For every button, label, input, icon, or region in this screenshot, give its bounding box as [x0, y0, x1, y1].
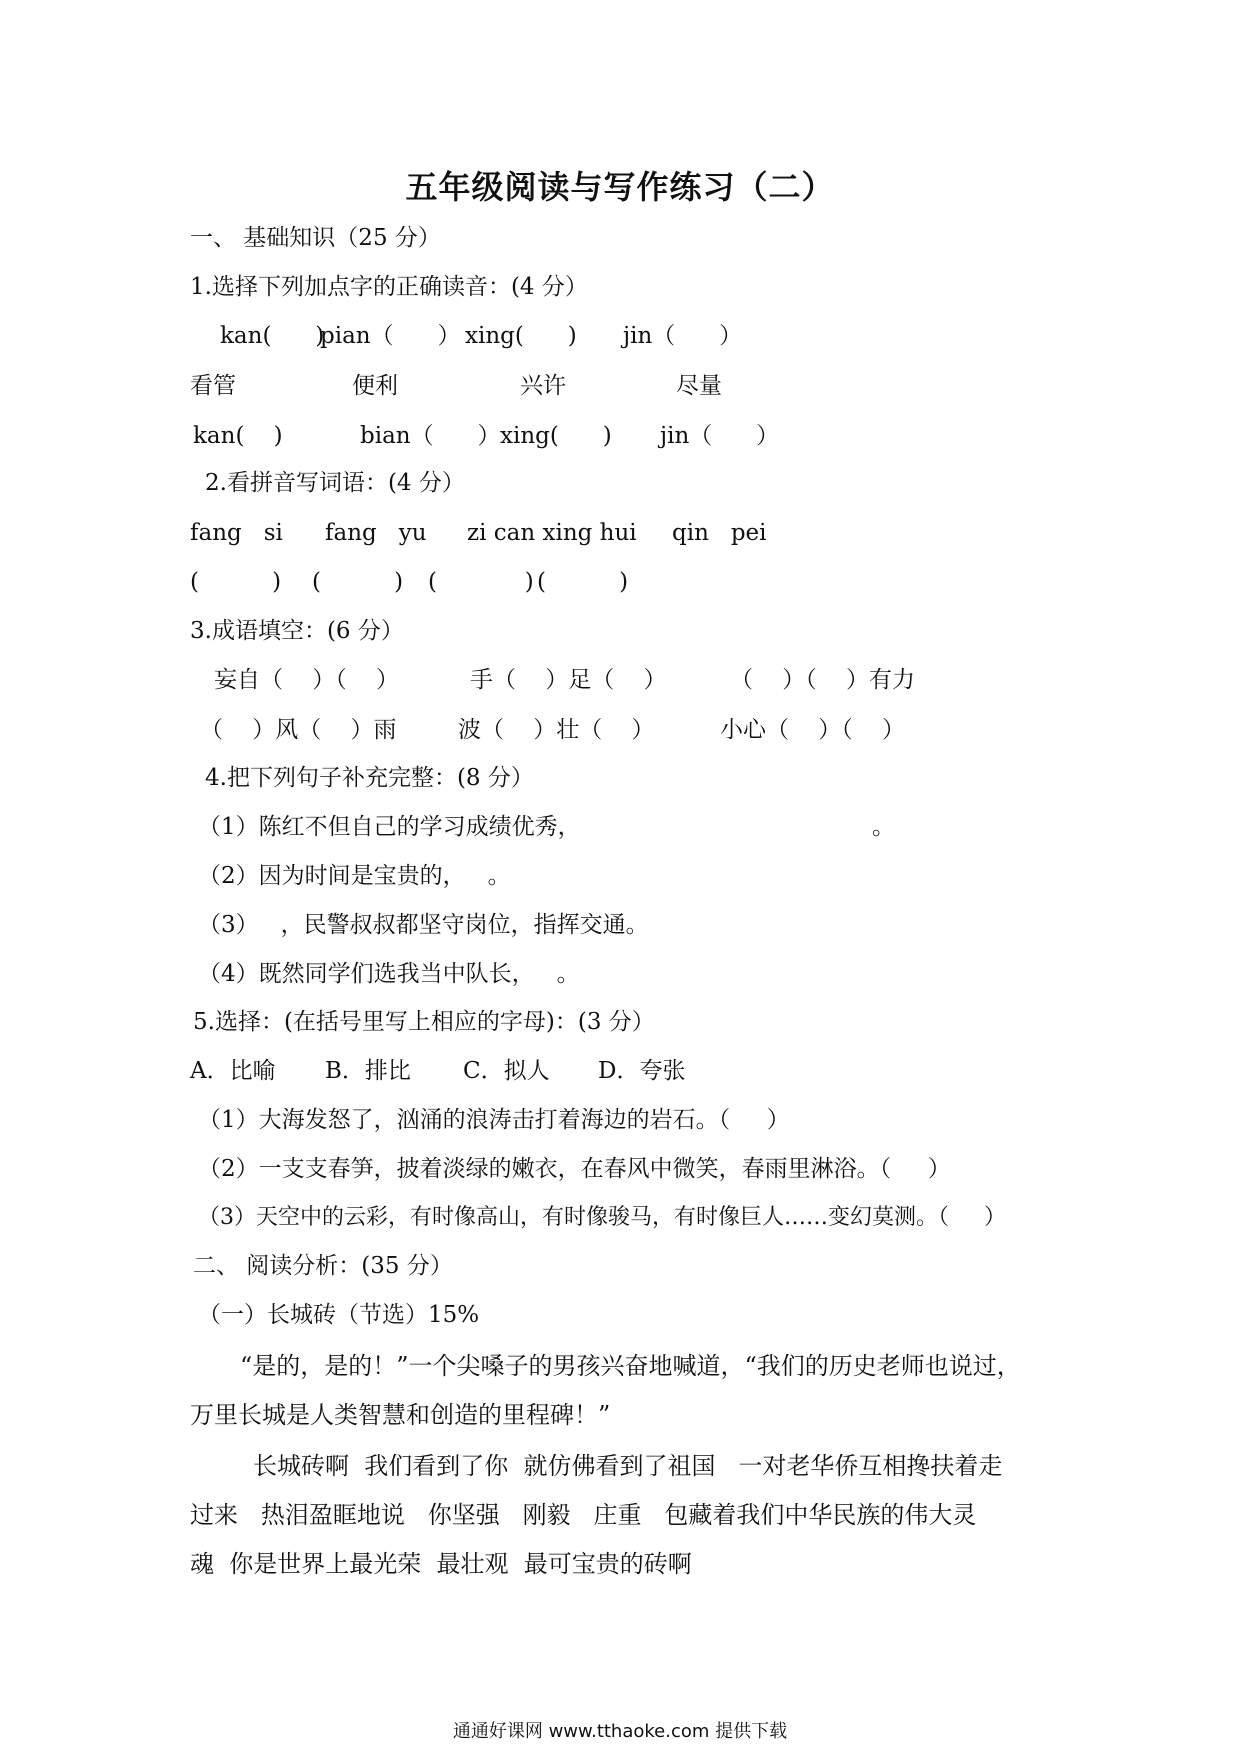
q3-idiom: 波（ ）壮（ ）	[458, 717, 655, 743]
q1-row2-item: jin（ ）	[660, 423, 780, 449]
passage-line: 魂 你是世界上最光荣 最壮观 最可宝贵的砖啊	[190, 1550, 692, 1578]
q5-sentence: （3）天空中的云彩，有时像高山，有时像骏马，有时像巨人……变幻莫测。（ ）	[198, 1205, 1006, 1230]
q5-sentence: （2）一支支春笋，披着淡绿的嫩衣，在春风中微笑，春雨里淋浴。（ ）	[198, 1156, 951, 1182]
q2-pinyin: qin pei	[672, 520, 767, 546]
q5-prompt: 5.选择：(在括号里写上相应的字母)：(3 分）	[193, 1009, 655, 1035]
q2-prompt: 2.看拼音写词语：(4 分）	[205, 470, 465, 496]
q1-word: 便利	[352, 373, 398, 399]
q2-blank: ( )	[537, 569, 629, 595]
q2-pinyin: fang yu	[325, 520, 427, 546]
q1-row2-item: bian（ ）	[360, 423, 501, 449]
q5-option: C．拟人	[463, 1058, 550, 1084]
page-title: 五年级阅读与写作练习（二）	[405, 168, 835, 206]
q5-option: B．排比	[325, 1058, 411, 1084]
q1-row2-item: xing( )	[500, 423, 612, 449]
q2-blank: ( )	[312, 569, 404, 595]
q4-prompt: 4.把下列句子补充完整：(8 分）	[205, 765, 534, 791]
passage-line: “是的，是的！”一个尖嗓子的男孩兴奋地喊道，“我们的历史老师也说过，	[240, 1352, 1021, 1380]
q5-sentence: （1）大海发怒了，汹涌的浪涛击打着海边的岩石。（ ）	[198, 1107, 790, 1133]
q4-sentence-end: 。	[872, 814, 895, 840]
q4-sentence: （4）既然同学们选我当中队长， 。	[198, 961, 580, 987]
q3-idiom: 妄自（ ）（ ）	[214, 667, 399, 693]
q2-blank: ( )	[190, 569, 282, 595]
q3-idiom: （ ）风（ ）雨	[200, 717, 397, 743]
passage-line: 过来 热泪盈眶地说 你坚强 刚毅 庄重 包藏着我们中华民族的伟大灵	[190, 1501, 977, 1529]
section2-subheading: （一）长城砖（节选）15%	[198, 1302, 480, 1328]
section2-heading: 二、 阅读分析：(35 分）	[193, 1253, 453, 1279]
q1-word: 尽量	[676, 373, 722, 399]
q1-row1-item: jin（ ）	[623, 323, 743, 349]
q3-idiom: 小心（ ）（ ）	[720, 717, 905, 743]
q1-prompt: 1.选择下列加点字的正确读音：(4 分）	[190, 274, 588, 300]
q4-sentence: （1）陈红不但自己的学习成绩优秀，	[198, 814, 581, 840]
section1-heading: 一、 基础知识（25 分）	[190, 225, 441, 251]
q1-word: 看管	[190, 373, 236, 399]
q2-pinyin: fang si	[190, 520, 283, 546]
passage-line: 万里长城是人类智慧和创造的里程碑！”	[190, 1401, 611, 1429]
q3-idiom: （ ）（ ）有力	[730, 667, 915, 693]
q3-idiom: 手（ ）足（ ）	[470, 667, 667, 693]
page-footer: 通通好课网 www.tthaoke.com 提供下载	[452, 1721, 788, 1742]
q3-prompt: 3.成语填空：(6 分）	[190, 618, 404, 644]
q1-row1-item: pian（ ）	[320, 323, 461, 349]
q5-option: D．夸张	[598, 1058, 686, 1084]
q1-row2-item: kan( )	[193, 423, 283, 449]
q4-sentence: （2）因为时间是宝贵的， 。	[198, 863, 511, 889]
q2-pinyin: zi can xing hui	[467, 520, 637, 546]
q1-row1-item: kan( )	[220, 323, 325, 349]
q2-blank: ( )	[428, 569, 534, 595]
q4-sentence: （3） ，民警叔叔都坚守岗位，指挥交通。	[198, 912, 649, 938]
q1-row1-item: xing( )	[465, 323, 577, 349]
q1-word: 兴许	[520, 373, 566, 399]
passage-line: 长城砖啊 我们看到了你 就仿佛看到了祖国 一对老华侨互相搀扶着走	[253, 1452, 1003, 1480]
q5-option: A．比喻	[190, 1058, 276, 1084]
